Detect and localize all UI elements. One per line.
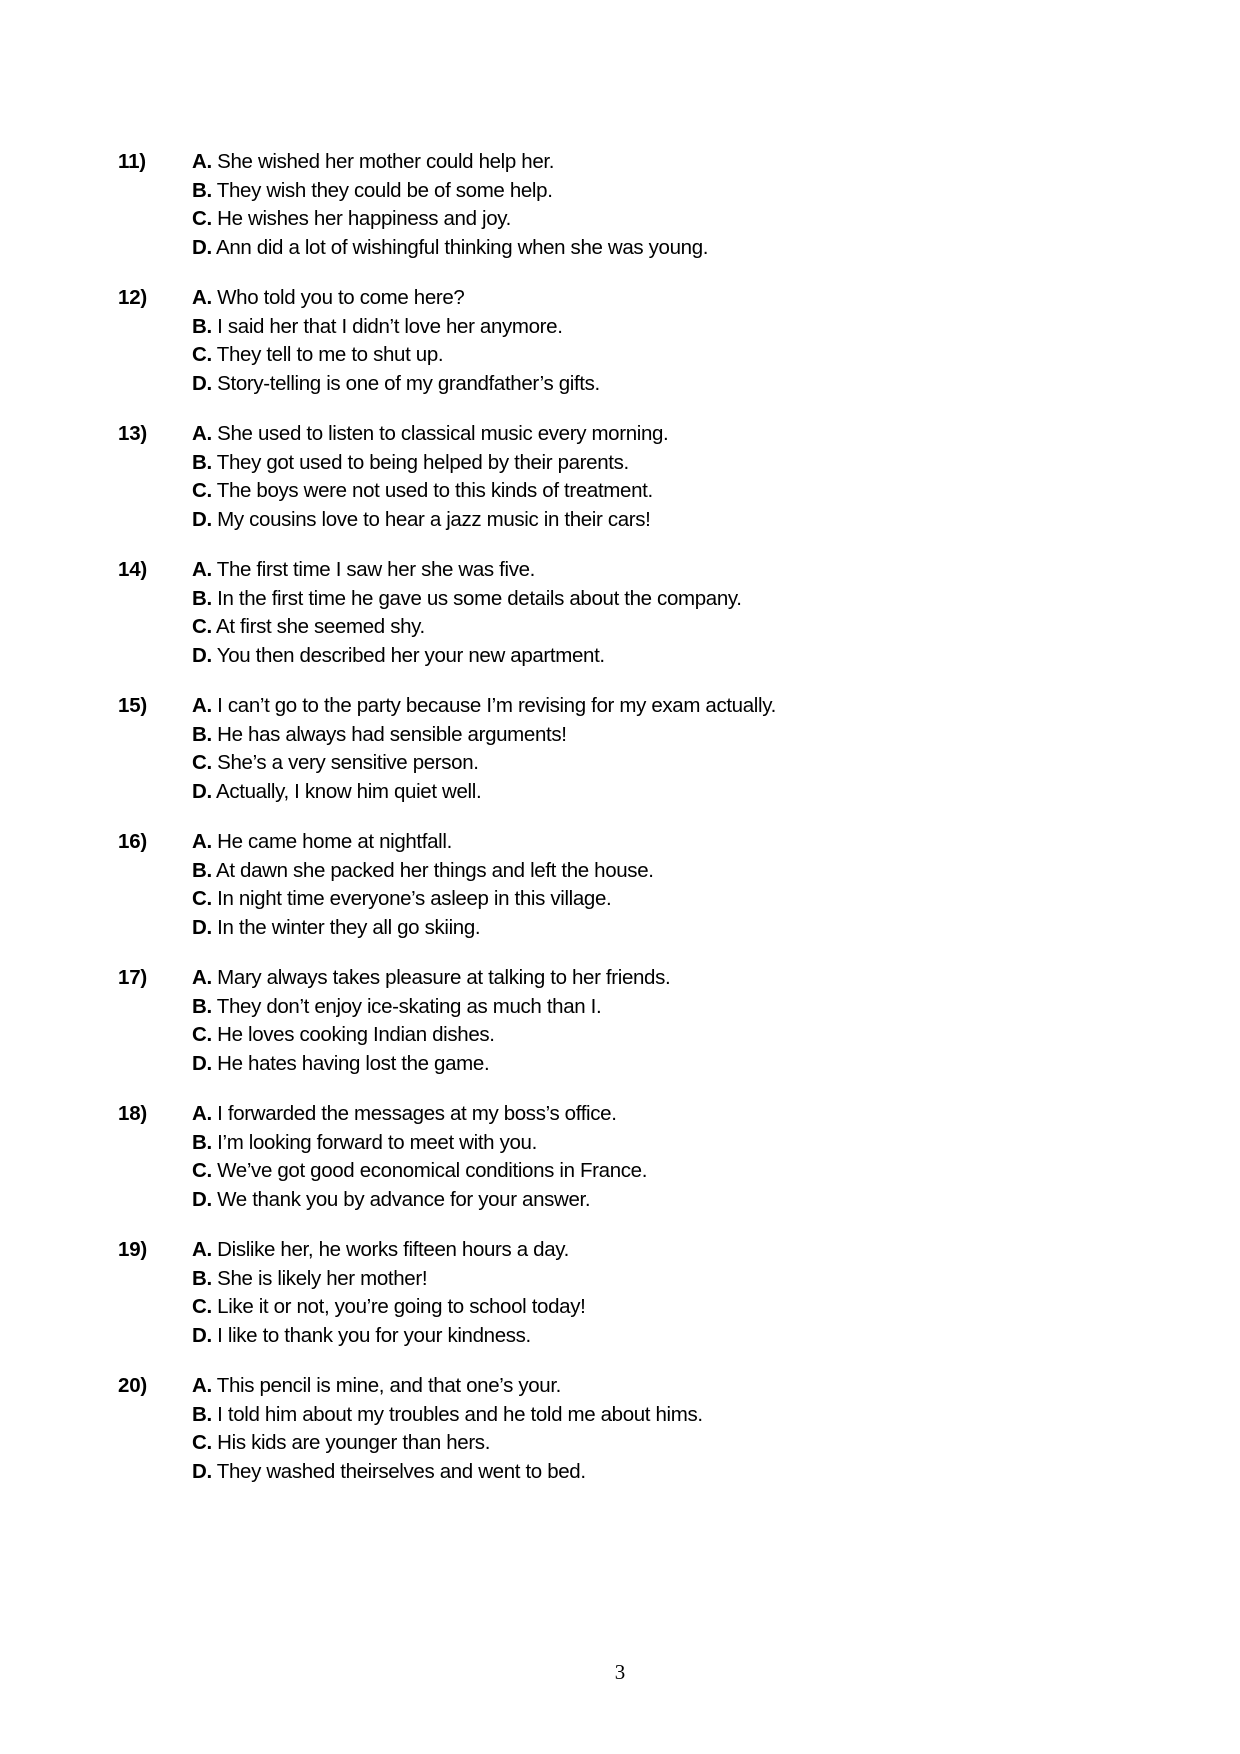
option-text: At dawn she packed her things and left the house. [216,858,654,882]
option-item [192,370,600,399]
option-item [192,284,600,313]
question-number: 20) [118,1374,148,1397]
option-item [192,914,654,943]
option-letter: B. [192,314,212,338]
option-letter: D. [192,780,212,804]
option-item [192,506,668,535]
option-text: I said her that I didn’t love her anymore. [217,314,563,338]
option-letter: B. [192,722,212,746]
question-number: 18) [118,1102,148,1125]
option-letter: C. [192,1023,212,1047]
option-text: He has always had sensible arguments! [217,722,567,746]
question-number: 14) [118,558,148,581]
option-text: Ann did a lot of wishingful thinking when she was young. [216,236,709,260]
option-text: At first she seemed shy. [216,615,425,639]
option-letter: A. [192,150,212,173]
question-number: 16) [118,830,148,853]
option-item [192,477,668,506]
option-text: She’s a very sensitive person. [217,751,479,775]
option-text: She wished her mother could help her. [217,150,555,173]
option-item [192,1429,703,1458]
option-text: Who told you to come here? [217,286,465,309]
option-letter: B. [192,858,212,882]
question-15 [118,692,1118,828]
option-letter: D. [192,1188,212,1212]
option-letter: A. [192,1102,212,1125]
question-number: 11) [118,150,146,173]
option-item [192,1236,585,1265]
option-item [192,585,742,614]
option-item [192,885,654,914]
option-letter: A. [192,1238,212,1261]
option-letter: B. [192,1266,212,1290]
option-item [192,749,776,778]
question-number: 13) [118,422,148,445]
option-letter: C. [192,1431,212,1455]
option-letter: A. [192,966,212,989]
option-letter: C. [192,615,212,639]
question-16 [118,828,1118,964]
option-letter: C. [192,479,212,503]
option-list [192,1100,647,1215]
option-text: We thank you by advance for your answer. [217,1188,591,1212]
option-text: Story-telling is one of my grandfather’s gifts. [217,372,600,396]
option-letter: A. [192,830,212,853]
option-item [192,642,742,671]
option-text: He loves cooking Indian dishes. [217,1023,495,1047]
option-letter: C. [192,343,212,367]
option-item [192,1372,703,1401]
option-list [192,1372,703,1487]
option-text: My cousins love to hear a jazz music in their cars! [217,508,651,532]
option-text: They wish they could be of some help. [216,178,553,202]
option-text: You then described her your new apartment. [216,644,605,668]
option-text: They don’t enjoy ice-skating as much than I. [216,994,602,1018]
option-list [192,964,670,1079]
option-letter: C. [192,1295,212,1319]
option-letter: D. [192,372,212,396]
option-item [192,778,776,807]
option-item [192,449,668,478]
option-text: In the winter they all go skiing. [217,916,481,940]
option-item [192,692,776,721]
option-text: I forwarded the messages at my boss’s office. [217,1102,617,1125]
option-letter: B. [192,178,212,202]
option-item [192,721,776,750]
option-text: We’ve got good economical conditions in France. [217,1159,648,1183]
option-text: Mary always takes pleasure at talking to her friends. [217,966,671,989]
option-letter: D. [192,1052,212,1076]
option-item [192,313,600,342]
option-item [192,234,708,263]
option-list [192,556,742,671]
question-18 [118,1100,1118,1236]
option-item [192,1322,585,1351]
option-letter: B. [192,1130,212,1154]
page-number: 3 [614,1660,626,1684]
option-list [192,692,776,807]
option-text: I’m looking forward to meet with you. [217,1130,537,1154]
option-letter: D. [192,1324,212,1348]
question-number: 12) [118,286,148,309]
option-item [192,828,654,857]
option-letter: A. [192,694,212,717]
option-item [192,1186,647,1215]
option-letter: A. [192,558,212,581]
option-text: Actually, I know him quiet well. [216,780,482,804]
option-item [192,1458,703,1487]
option-text: She is likely her mother! [217,1266,428,1290]
option-item [192,1129,647,1158]
option-text: He came home at nightfall. [217,830,452,853]
option-item [192,1100,647,1129]
question-13 [118,420,1118,556]
option-text: They washed theirselves and went to bed. [216,1460,586,1484]
option-text: They got used to being helped by their parents. [216,450,629,474]
option-list [192,420,668,535]
question-12 [118,284,1118,420]
question-17 [118,964,1118,1100]
option-letter: B. [192,450,212,474]
option-letter: D. [192,916,212,940]
option-list [192,828,654,943]
option-text: Dislike her, he works fifteen hours a day. [217,1238,569,1261]
option-text: I told him about my troubles and he told me about hims. [217,1402,703,1426]
option-item [192,613,742,642]
option-letter: A. [192,422,212,445]
option-letter: D. [192,644,212,668]
option-item [192,993,670,1022]
option-list [192,284,600,399]
question-19 [118,1236,1118,1372]
option-text: In night time everyone’s asleep in this village. [217,887,612,911]
option-text: The first time I saw her she was five. [216,558,536,581]
question-14 [118,556,1118,692]
option-item [192,857,654,886]
option-text: His kids are younger than hers. [217,1431,491,1455]
question-20 [118,1372,1118,1508]
option-item [192,1293,585,1322]
option-text: He hates having lost the game. [217,1052,490,1076]
option-text: The boys were not used to this kinds of treatment. [216,479,653,503]
option-letter: A. [192,286,212,309]
question-number: 15) [118,694,148,717]
option-item [192,177,708,206]
option-item [192,205,708,234]
option-letter: C. [192,887,212,911]
option-letter: C. [192,207,212,231]
option-letter: D. [192,1460,212,1484]
option-letter: B. [192,994,212,1018]
option-item [192,1265,585,1294]
question-number: 17) [118,966,148,989]
question-number: 19) [118,1238,148,1261]
option-item [192,964,670,993]
option-item [192,1050,670,1079]
option-letter: A. [192,1374,212,1397]
option-item [192,148,708,177]
option-letter: C. [192,751,212,775]
option-text: She used to listen to classical music every morning. [217,422,669,445]
option-item [192,556,742,585]
option-text: I can’t go to the party because I’m revising for my exam actually. [217,694,776,717]
option-text: He wishes her happiness and joy. [217,207,511,231]
option-list [192,1236,585,1351]
question-11 [118,148,1118,284]
option-letter: C. [192,1159,212,1183]
option-letter: B. [192,586,212,610]
option-item [192,1401,703,1430]
option-list [192,148,708,263]
option-item [192,1157,647,1186]
option-item [192,1021,670,1050]
option-letter: D. [192,236,212,260]
option-letter: D. [192,508,212,532]
option-text: They tell to me to shut up. [216,343,444,367]
option-text: I like to thank you for your kindness. [217,1324,531,1348]
option-text: Like it or not, you’re going to school today! [217,1295,586,1319]
option-letter: B. [192,1402,212,1426]
option-text: In the first time he gave us some details about the company. [217,586,742,610]
question-list [118,148,1118,1508]
option-text: This pencil is mine, and that one’s your. [216,1374,562,1397]
option-item [192,341,600,370]
option-item [192,420,668,449]
